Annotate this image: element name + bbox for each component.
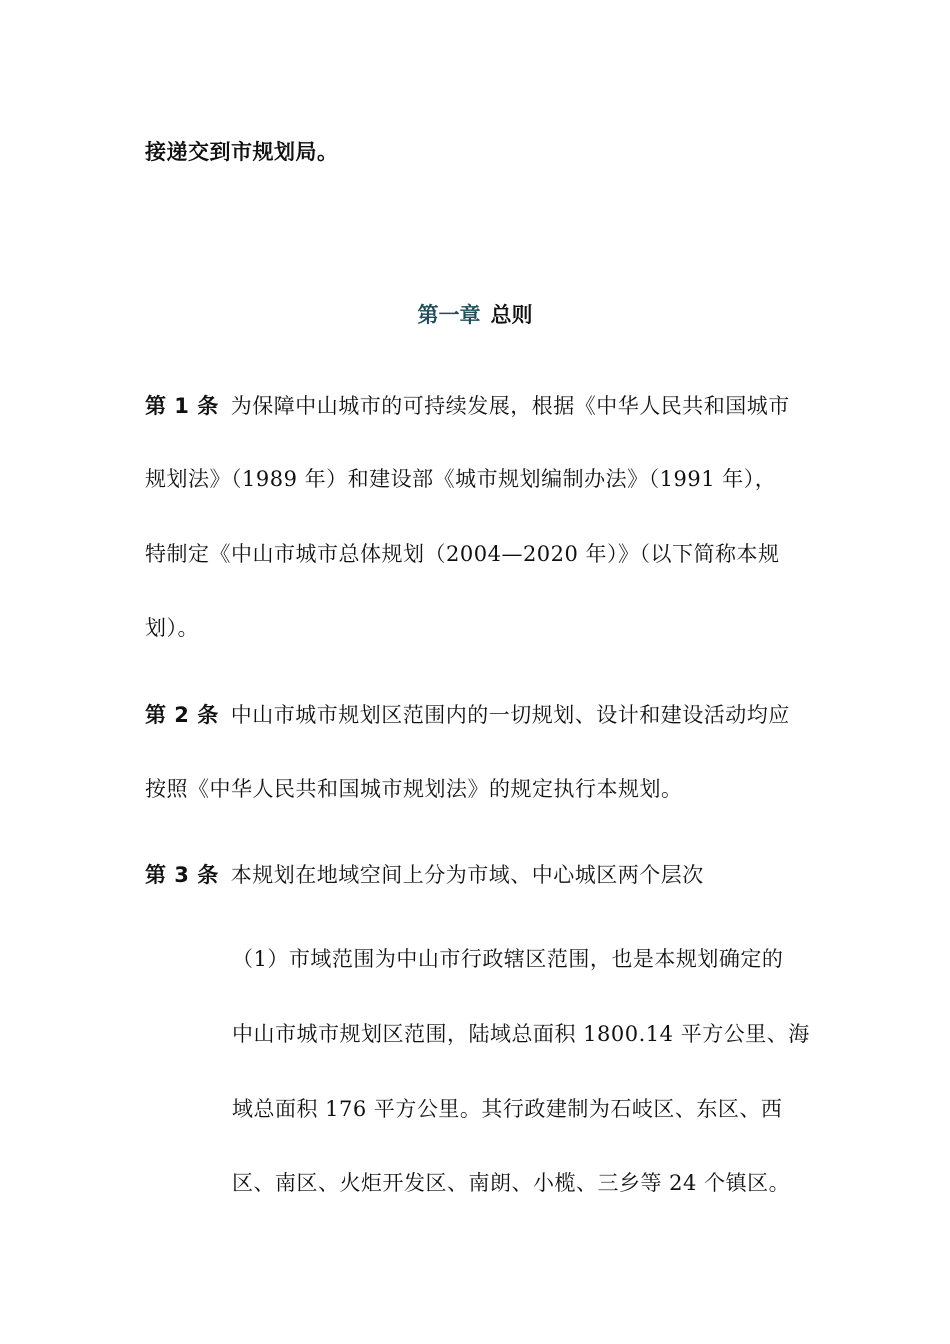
sub-item-line-2: 中山市城市规划区范围，陆域总面积 1800.14 平方公里、海: [232, 1022, 810, 1046]
article-1-line-3: 特制定《中山市城市总体规划（2004—2020 年）》（以下简称本规: [145, 542, 780, 566]
chapter-heading: [0, 300, 950, 330]
article-2-line-2: 按照《中华人民共和国城市规划法》的规定执行本规划。: [145, 777, 683, 801]
article-3-line-1: [145, 860, 704, 890]
chapter-title: 总则: [490, 303, 533, 327]
article-1-line-2: 规划法》（1989 年）和建设部《城市规划编制办法》（1991 年），: [145, 467, 777, 491]
article-2-label: 第 2 条: [145, 703, 219, 727]
lead-paragraph: 接递交到市规划局。: [145, 140, 339, 164]
article-3-label: 第 3 条: [145, 863, 219, 887]
sub-item-line-4: 区、南区、火炬开发区、南朗、小榄、三乡等 24 个镇区。: [232, 1171, 791, 1195]
article-1-text: 为保障中山城市的可持续发展，根据《中华人民共和国城市: [230, 394, 790, 418]
chapter-number: 第一章: [417, 303, 481, 327]
article-1-line-1: [145, 391, 790, 421]
article-1-label: 第 1 条: [145, 394, 219, 418]
article-2-text: 中山市城市规划区范围内的一切规划、设计和建设活动均应: [230, 703, 790, 727]
article-3-text: 本规划在地域空间上分为市域、中心城区两个层次: [230, 863, 704, 887]
article-1-line-4: 划）。: [145, 616, 199, 640]
sub-item-line-1: （1）市域范围为中山市行政辖区范围，也是本规划确定的: [232, 947, 784, 971]
sub-item-line-3: 域总面积 176 平方公里。其行政建制为石岐区、东区、西: [232, 1097, 783, 1121]
article-2-line-1: [145, 700, 790, 730]
